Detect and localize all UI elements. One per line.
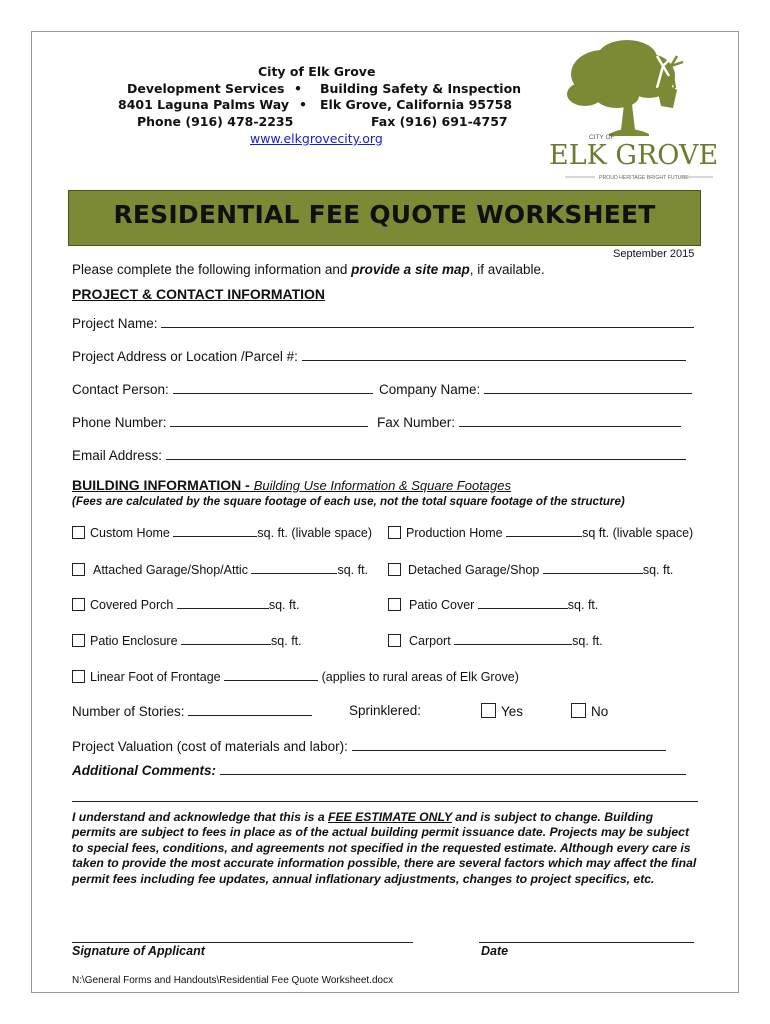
linear-foot-row — [72, 668, 519, 684]
title-banner — [68, 190, 701, 246]
production-home-sqft-field[interactable] — [506, 524, 582, 537]
contact-person-field[interactable] — [173, 381, 373, 394]
stories-label: Number of Stories: — [72, 704, 185, 719]
patio-enclosure-row — [72, 632, 302, 648]
intro-after: , if available. — [469, 262, 545, 277]
sprinklered-no-label: No — [591, 704, 609, 719]
patio-enclosure-label: Patio Enclosure — [90, 634, 178, 648]
project-name-row — [72, 315, 694, 331]
linear-foot-label: Linear Foot of Frontage — [90, 670, 221, 684]
covered-porch-checkbox[interactable] — [72, 598, 85, 611]
linear-foot-checkbox[interactable] — [72, 670, 85, 683]
email-address-label: Email Address: — [72, 448, 163, 463]
project-address-row — [72, 348, 686, 364]
custom-home-sqft-field[interactable] — [173, 524, 257, 537]
custom-home-unit: sq. ft. (livable space) — [257, 526, 373, 540]
patio-cover-unit: sq. ft. — [567, 598, 599, 612]
detached-garage-sqft-field[interactable] — [543, 561, 643, 574]
carport-label: Carport — [409, 634, 451, 648]
contact-person-label: Contact Person: — [72, 382, 169, 397]
linear-foot-field[interactable] — [224, 668, 318, 681]
phone-number-label: Phone Number: — [72, 415, 167, 430]
acknowledgement-text — [72, 810, 698, 887]
valuation-label: Project Valuation (cost of materials and labor): — [72, 739, 348, 754]
attached-garage-row — [72, 561, 368, 577]
intro-before: Please complete the following information and — [72, 262, 352, 277]
detached-garage-unit: sq. ft. — [642, 563, 674, 577]
date-line[interactable] — [479, 942, 694, 943]
contact-person-row — [72, 381, 373, 397]
project-address-label: Project Address or Location /Parcel #: — [72, 349, 298, 364]
covered-porch-row — [72, 596, 299, 612]
sprinklered-yes-label: Yes — [501, 704, 524, 719]
sprinklered-yes-option — [481, 703, 523, 719]
sprinklered-label: Sprinklered: — [349, 703, 422, 718]
header-phone: Phone (916) 478-2235 — [137, 114, 294, 129]
carport-sqft-field[interactable] — [454, 632, 572, 645]
website-link[interactable]: www.elkgrovecity.org — [250, 131, 383, 146]
revision-date: September 2015 — [613, 248, 695, 260]
valuation-field[interactable] — [352, 738, 666, 751]
attached-garage-label: Attached Garage/Shop/Attic — [93, 563, 248, 577]
header-address-left: 8401 Laguna Palms Way — [118, 97, 289, 112]
detached-garage-row — [388, 561, 673, 577]
patio-cover-label: Patio Cover — [409, 598, 475, 612]
patio-enclosure-sqft-field[interactable] — [181, 632, 271, 645]
header-dept-right: Building Safety & Inspection — [320, 81, 522, 96]
ack-emphasis: FEE ESTIMATE ONLY — [328, 810, 452, 824]
covered-porch-label: Covered Porch — [90, 598, 174, 612]
header-address-right: Elk Grove, California 95758 — [320, 97, 513, 112]
production-home-row — [388, 524, 693, 540]
building-section-heading — [72, 477, 511, 493]
building-subheading-text: Building Use Information & Square Footages — [253, 478, 511, 493]
detached-garage-checkbox[interactable] — [388, 563, 401, 576]
comments-field-line-2[interactable] — [72, 801, 698, 802]
detached-garage-label: Detached Garage/Shop — [408, 563, 540, 577]
ack-after: and is subject to change. Building permits are subject to fees in place as of the actual building permit issuance date. Projects may be subject to special fees, conditions, and agreements not specified in the requested estimate. Although every care is taken to provide the most accurate information possible, there are several factors which may affect the final permit fees including fee updates, annual inflationary adjustments, changes to project specifics, etc. — [72, 810, 697, 886]
svg-text:PROUD HERITAGE BRIGHT FUTURE: PROUD HERITAGE BRIGHT FUTURE — [599, 175, 689, 181]
project-name-field[interactable] — [161, 315, 694, 328]
carport-unit: sq. ft. — [572, 634, 603, 648]
production-home-label: Production Home — [406, 526, 503, 540]
header-fax: Fax (916) 691-4757 — [371, 114, 508, 129]
header-bullet-2: • — [299, 97, 307, 112]
fax-number-row — [377, 414, 681, 430]
tree-elk-icon — [545, 36, 725, 182]
email-address-row — [72, 447, 686, 463]
covered-porch-sqft-field[interactable] — [177, 596, 269, 609]
production-home-checkbox[interactable] — [388, 526, 401, 539]
carport-checkbox[interactable] — [388, 634, 401, 647]
date-label: Date — [481, 944, 509, 958]
patio-cover-row — [388, 596, 598, 612]
email-address-field[interactable] — [166, 447, 686, 460]
custom-home-label: Custom Home — [90, 526, 170, 540]
building-note: (Fees are calculated by the square footage of each use, not the total square footage of the structure) — [72, 495, 625, 508]
company-name-row — [379, 381, 692, 397]
custom-home-row — [72, 524, 372, 540]
stories-field[interactable] — [188, 703, 312, 716]
phone-number-row — [72, 414, 368, 430]
intro-emphasis: provide a site map — [351, 262, 470, 277]
company-name-field[interactable] — [484, 381, 692, 394]
sprinklered-no-option — [571, 703, 608, 719]
attached-garage-checkbox[interactable] — [72, 563, 85, 576]
svg-text:ELK GROVE: ELK GROVE — [549, 140, 719, 171]
stories-row — [72, 703, 312, 719]
sprinklered-yes-checkbox[interactable] — [481, 703, 496, 718]
valuation-row — [72, 738, 666, 754]
building-heading-text: BUILDING INFORMATION - — [72, 477, 250, 493]
header-dept-left: Development Services — [127, 81, 285, 96]
production-home-unit: sq ft. (livable space) — [582, 526, 694, 540]
elk-grove-logo — [545, 36, 725, 182]
comments-label: Additional Comments: — [72, 763, 216, 778]
company-name-label: Company Name: — [379, 382, 481, 397]
linear-foot-note: (applies to rural areas of Elk Grove) — [321, 670, 519, 684]
project-name-label: Project Name: — [72, 316, 158, 331]
page-title: RESIDENTIAL FEE QUOTE WORKSHEET — [113, 200, 656, 229]
custom-home-checkbox[interactable] — [72, 526, 85, 539]
intro-text — [72, 262, 545, 277]
comments-field[interactable] — [220, 762, 686, 775]
patio-cover-sqft-field[interactable] — [478, 596, 568, 609]
comments-row — [72, 762, 686, 778]
signature-line[interactable] — [72, 942, 413, 943]
attached-garage-unit: sq. ft. — [337, 563, 369, 577]
patio-cover-checkbox[interactable] — [388, 598, 401, 611]
covered-porch-unit: sq. ft. — [268, 598, 300, 612]
signature-label: Signature of Applicant — [72, 944, 205, 958]
patio-enclosure-unit: sq. ft. — [271, 634, 302, 648]
fax-number-field[interactable] — [459, 414, 681, 427]
sprinklered-no-checkbox[interactable] — [571, 703, 586, 718]
patio-enclosure-checkbox[interactable] — [72, 634, 85, 647]
phone-number-field[interactable] — [170, 414, 368, 427]
project-address-field[interactable] — [302, 348, 686, 361]
header-bullet-1: • — [294, 81, 302, 96]
footer-file-path: N:\General Forms and Handouts\Residential Fee Quote Worksheet.docx — [72, 975, 394, 986]
header-city: City of Elk Grove — [258, 64, 376, 79]
fax-number-label: Fax Number: — [377, 415, 456, 430]
project-section-heading: PROJECT & CONTACT INFORMATION — [72, 286, 326, 302]
attached-garage-sqft-field[interactable] — [251, 561, 337, 574]
carport-row — [388, 632, 603, 648]
svg-text:CITY OF: CITY OF — [589, 134, 615, 141]
ack-before: I understand and acknowledge that this is a — [72, 810, 328, 824]
